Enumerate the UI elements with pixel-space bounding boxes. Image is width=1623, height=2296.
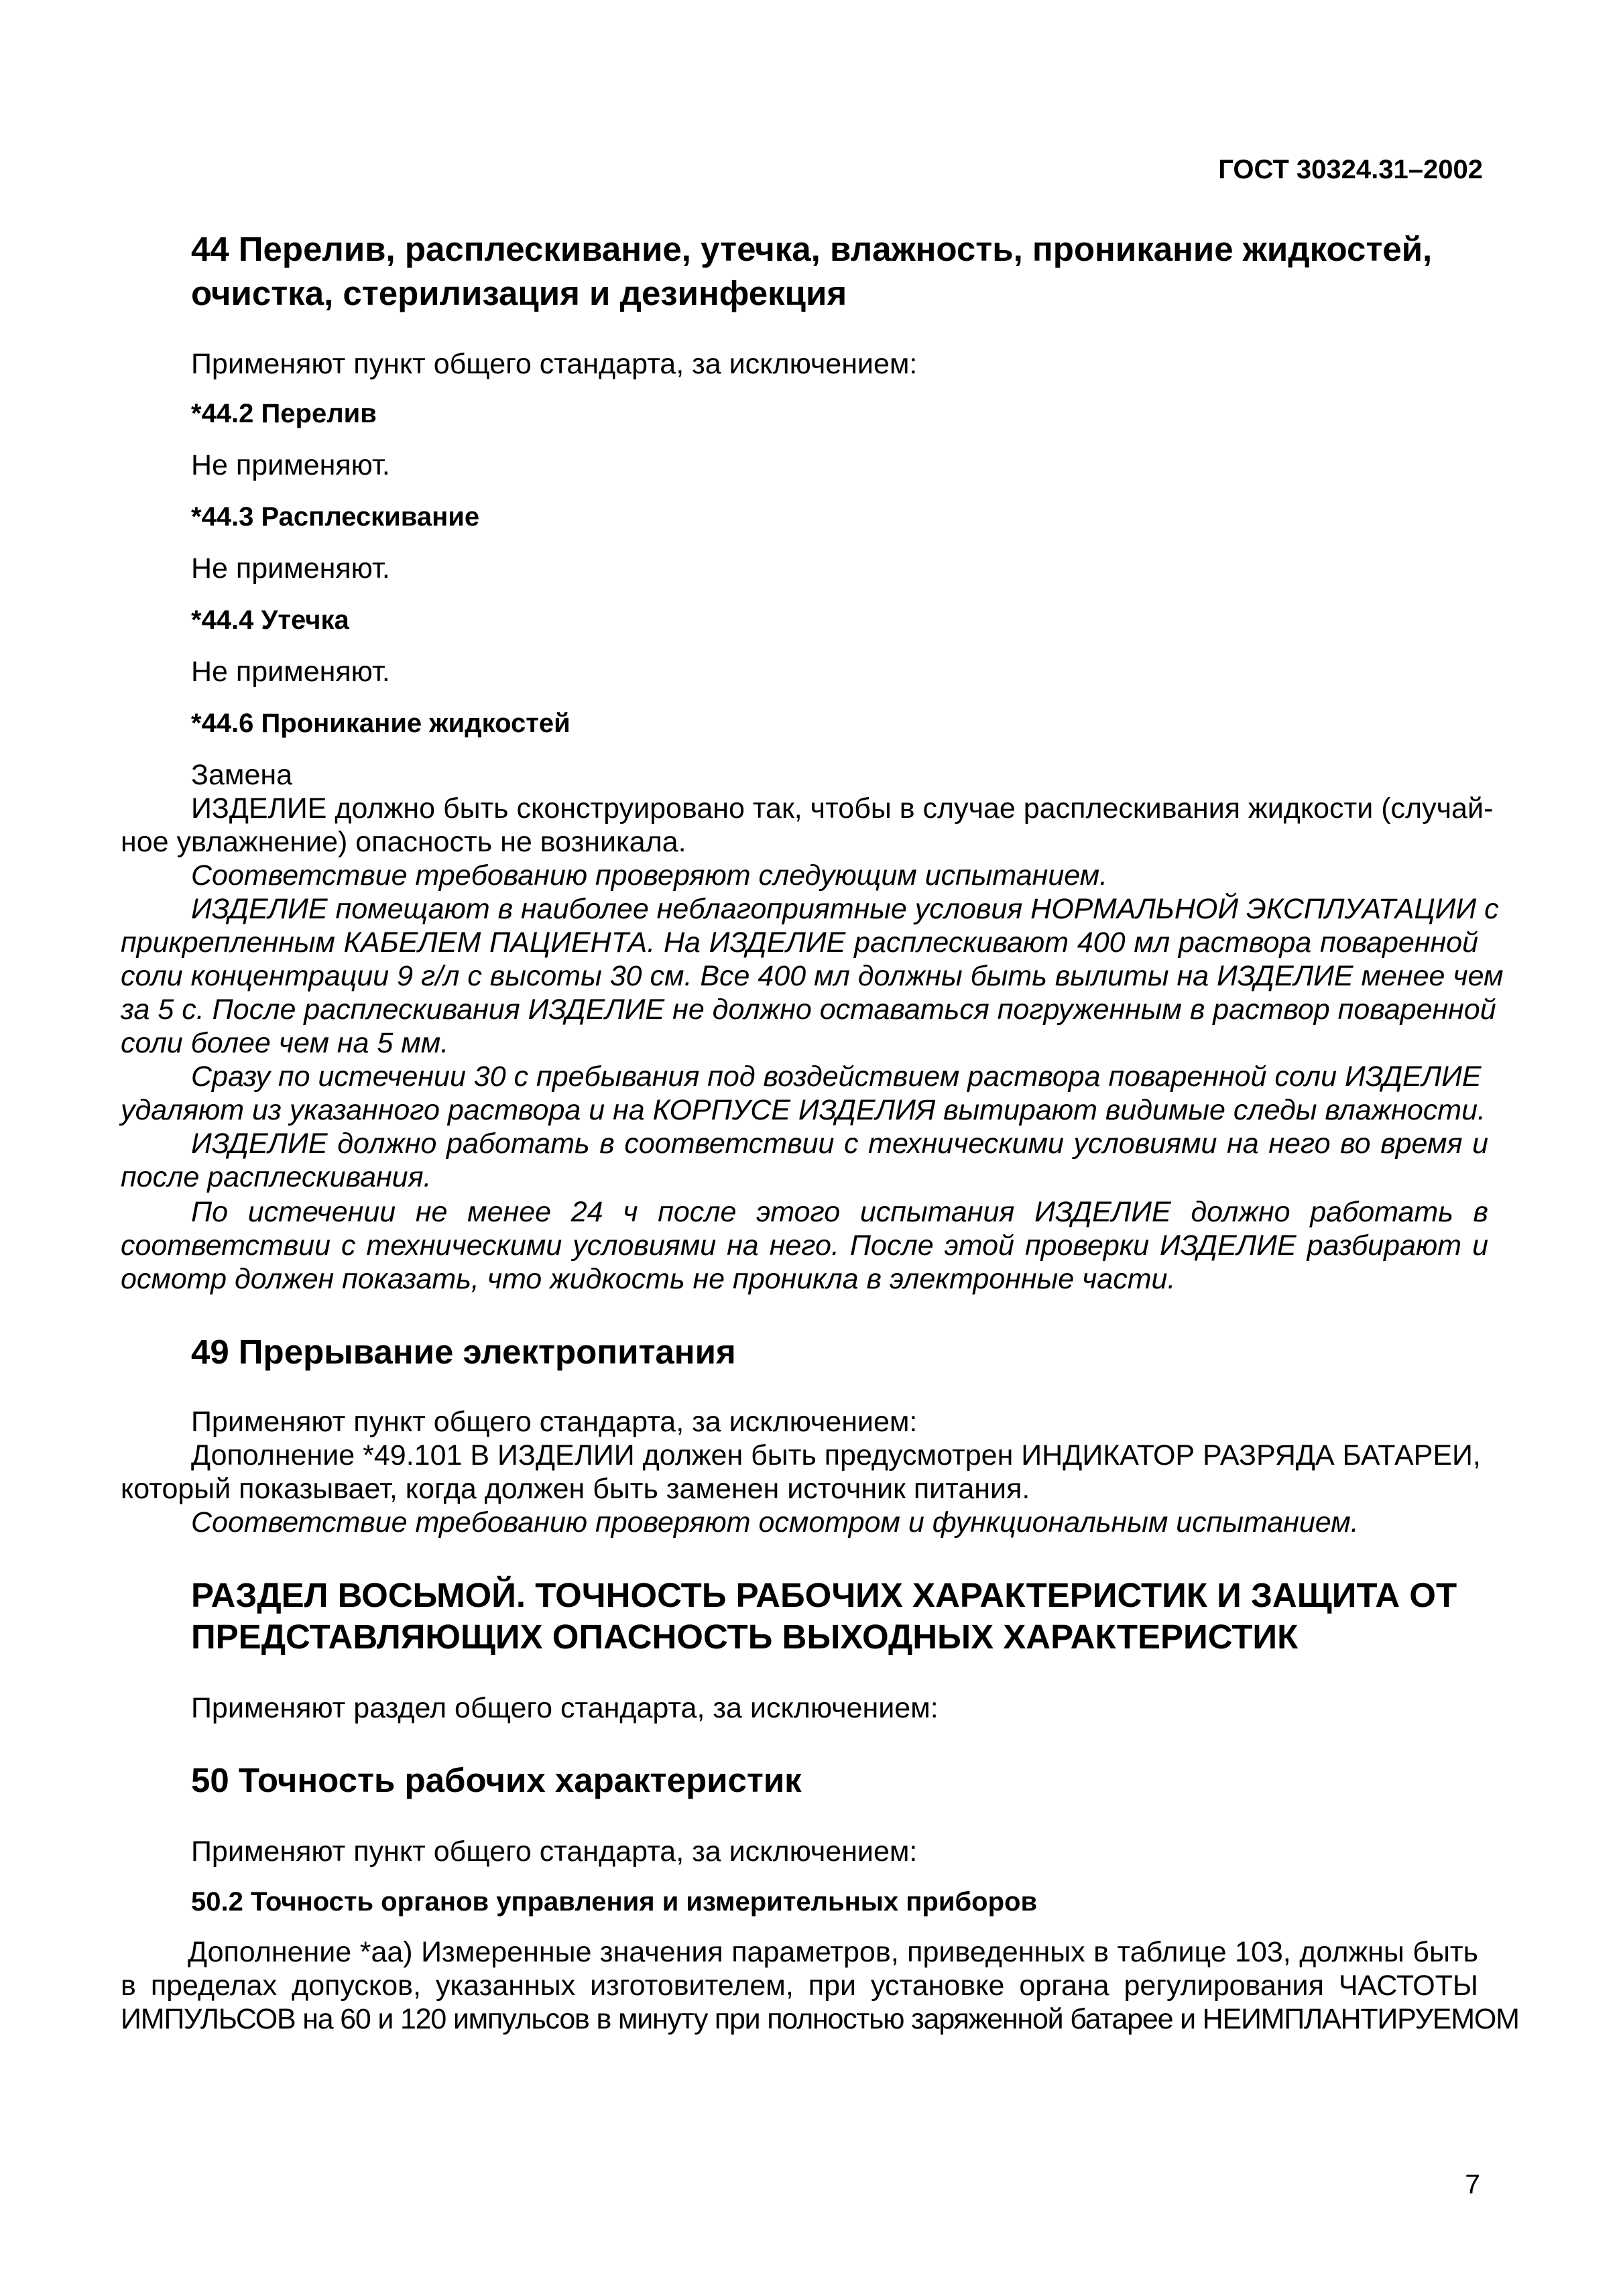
paragraph-line: ИМПУЛЬСОВ на 60 и 120 импульсов в минуту при полностью заряженной батарее и НЕИМПЛАНТИРУЕМОМ [121,2003,1519,2035]
subsection-50-2-title: 50.2 Точность органов управления и измерительных приборов [191,1887,1038,1917]
subsection-44-3-title: *44.3 Расплескивание [191,502,480,532]
subsection-44-2-text: Не применяют. [191,449,390,481]
paragraph-line: Сразу по истечении 30 с пребывания под воздействием раствора поваренной соли ИЗДЕЛИЕ [191,1061,1482,1093]
paragraph-line: ИЗДЕЛИЕ помещают в наиболее неблагоприятные условия НОРМАЛЬНОЙ ЭКСПЛУАТАЦИИ с [191,893,1499,925]
paragraph-line: за 5 с. После расплескивания ИЗДЕЛИЕ не должно оставаться погруженным в раствор поваренной [121,993,1496,1026]
section-44-title-line1: 44 Перелив, расплескивание, утечка, влажность, проникание жидкостей, [191,230,1433,268]
section-44-intro: Применяют пункт общего стандарта, за исключением: [191,348,918,380]
paragraph-line: который показывает, когда должен быть заменен источник питания. [121,1473,1030,1505]
part-8-intro: Применяют раздел общего стандарта, за исключением: [191,1692,939,1724]
section-44-title-line2: очистка, стерилизация и дезинфекция [191,274,847,312]
paragraph-line: ное увлажнение) опасность не возникала. [121,826,686,858]
subsection-44-2-title: *44.2 Перелив [191,399,377,428]
paragraph-line: соли концентрации 9 г/л с высоты 30 см. Все 400 мл должны быть вылиты на ИЗДЕЛИЕ менее чем [121,960,1504,992]
part-8-title-line2: ПРЕДСТАВЛЯЮЩИХ ОПАСНОСТЬ ВЫХОДНЫХ ХАРАКТЕРИСТИК [191,1618,1299,1656]
section-49-intro: Применяют пункт общего стандарта, за исключением: [191,1406,918,1438]
paragraph-line: Дополнение *аа) Измеренные значения параметров, приведенных в таблице 103, должны быть [188,1936,1478,1968]
part-8-title-line1: РАЗДЕЛ ВОСЬМОЙ. ТОЧНОСТЬ РАБОЧИХ ХАРАКТЕРИСТИК И ЗАЩИТА ОТ [191,1576,1457,1614]
paragraph-line: Дополнение *49.101 В ИЗДЕЛИИ должен быть предусмотрен ИНДИКАТОР РАЗРЯДА БАТАРЕИ, [191,1439,1481,1471]
paragraph-line: Соответствие требованию проверяют следующим испытанием. [191,859,1108,892]
subsection-44-4-text: Не применяют. [191,656,390,688]
paragraph-line: удаляют из указанного раствора и на КОРПУСЕ ИЗДЕЛИЯ вытирают видимые следы влажности. [121,1094,1486,1126]
subsection-44-3-text: Не применяют. [191,552,390,585]
page-number: 7 [1465,2169,1480,2199]
section-49-title: 49 Прерывание электропитания [191,1333,736,1371]
paragraph-line: ИЗДЕЛИЕ должно работать в соответствии с техническими условиями на него во время и [191,1128,1488,1160]
paragraph-line: ИЗДЕЛИЕ должно быть сконструировано так, чтобы в случае расплескивания жидкости (случай- [191,792,1494,825]
paragraph-line: По истечении не менее 24 ч после этого испытания ИЗДЕЛИЕ должно работать в [191,1196,1488,1228]
subsection-44-4-title: *44.4 Утечка [191,605,349,635]
paragraph-line: прикрепленным КАБЕЛЕМ ПАЦИЕНТА. На ИЗДЕЛИЕ расплескивают 400 мл раствора поваренной [121,926,1478,959]
paragraph-line: соли более чем на 5 мм. [121,1027,449,1059]
paragraph-line: осмотр должен показать, что жидкость не проникла в электронные части. [121,1263,1176,1295]
subsection-44-6-title: *44.6 Проникание жидкостей [191,709,570,738]
paragraph-line: Соответствие требованию проверяют осмотром и функциональным испытанием. [191,1506,1359,1538]
paragraph-line: соответствии с техническими условиями на него. После этой проверки ИЗДЕЛИЕ разбирают и [121,1229,1488,1262]
replacement-label: Замена [191,759,293,791]
paragraph-line: после расплескивания. [121,1161,432,1193]
document-number: ГОСТ 30324.31–2002 [1218,155,1483,184]
section-50-intro: Применяют пункт общего стандарта, за исключением: [191,1835,918,1868]
paragraph-line: в пределах допусков, указанных изготовителем, при установке органа регулирования ЧАСТОТЫ [121,1970,1478,2002]
section-50-title: 50 Точность рабочих характеристик [191,1761,802,1799]
